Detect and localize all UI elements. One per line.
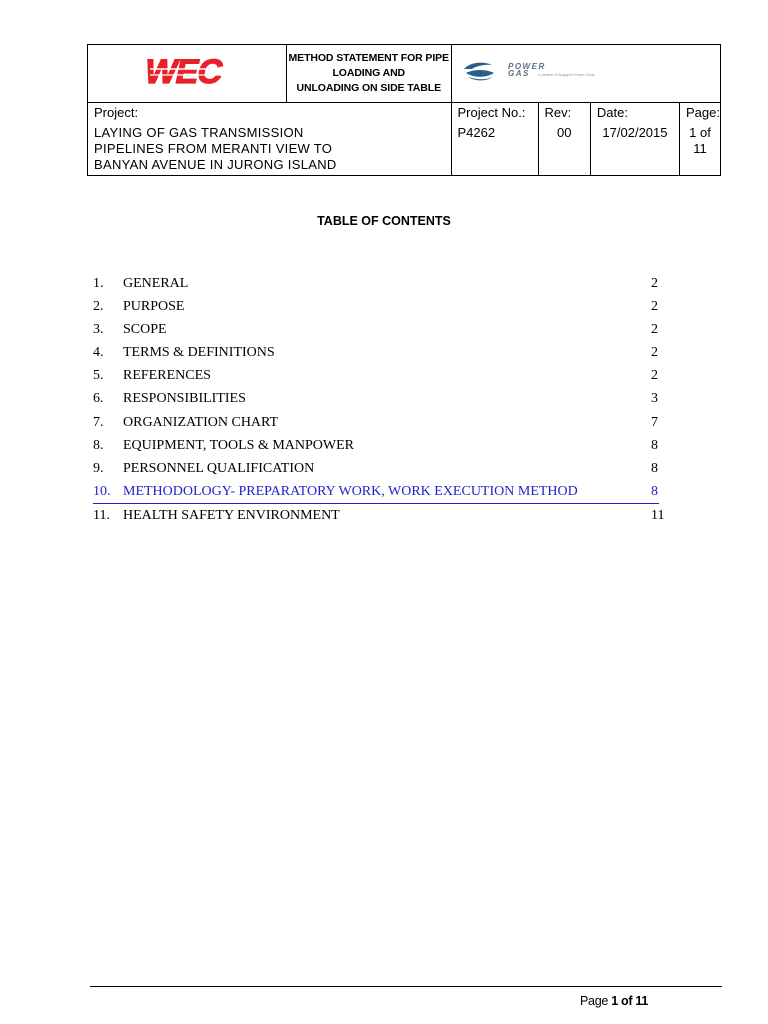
toc-item-label: SCOPE: [123, 322, 167, 338]
toc-item-page: 3: [651, 391, 658, 407]
project-line-1: LAYING OF GAS TRANSMISSION: [94, 125, 304, 140]
toc-item-number: 8.: [93, 437, 104, 453]
toc-item-personnel[interactable]: [93, 460, 673, 483]
toc-item-label: GENERAL: [123, 276, 189, 291]
toc-item-number: 3.: [93, 322, 104, 338]
toc-title: TABLE OF CONTENTS: [317, 214, 451, 228]
toc-item-page: 2: [651, 322, 658, 338]
toc-item-number: 5.: [93, 368, 104, 384]
date-cell: [590, 103, 679, 175]
toc-item-label: ORGANIZATION CHART: [123, 414, 279, 430]
toc-item-responsibilities[interactable]: [93, 390, 673, 413]
toc-item-scope[interactable]: [93, 321, 673, 344]
toc-item-general[interactable]: [93, 275, 673, 298]
footer-page-number: [580, 994, 648, 1008]
toc-item-page: 8: [651, 437, 658, 453]
company-logo-cell: [88, 45, 287, 103]
rev-value: 00: [556, 125, 572, 140]
toc-item-page: 2: [651, 368, 658, 384]
project-line-2: PIPELINES FROM MERANTI VIEW TO: [94, 141, 333, 156]
toc-item-number: 9.: [93, 460, 104, 476]
toc-item-number: 1.: [93, 276, 104, 291]
powergas-tagline: A member of Singapore Power Group: [537, 73, 595, 77]
toc-item-label: TERMS & DEFINITIONS: [123, 345, 275, 361]
doc-title-line2: UNLOADING ON SIDE TABLE: [296, 82, 441, 94]
toc-item-page: 2: [651, 299, 658, 315]
footer-page-of: 1 of 11: [611, 994, 648, 1008]
footer-page-word: Page: [580, 994, 608, 1008]
project-cell: [88, 103, 452, 176]
toc-item-page: 11: [651, 507, 665, 523]
powergas-logo-line1: POWER: [507, 62, 546, 71]
footer-divider: [90, 986, 722, 987]
project-no-value: P4262: [457, 125, 496, 140]
toc-item-number: 10.: [93, 483, 111, 499]
toc-item-number: 4.: [93, 345, 104, 361]
toc-item-organization-chart[interactable]: [93, 414, 673, 437]
toc-item-references[interactable]: [93, 367, 673, 390]
toc-item-terms[interactable]: [93, 344, 673, 367]
toc-item-page: 2: [651, 345, 658, 361]
rev-label: Rev:: [544, 105, 572, 120]
header-table: [87, 44, 721, 176]
project-label: Project:: [94, 105, 139, 120]
project-description: [94, 125, 451, 173]
powergas-logo-line2: GAS: [507, 69, 530, 78]
toc-item-page: 8: [651, 460, 658, 476]
toc-item-label: RESPONSIBILITIES: [123, 391, 246, 407]
page-label: Page:: [686, 105, 720, 120]
powergas-logo: [452, 45, 620, 97]
wec-logo: [88, 45, 286, 97]
toc-item-page: 8: [651, 483, 658, 499]
toc-item-label: EQUIPMENT, TOOLS & MANPOWER: [123, 437, 355, 453]
date-label: Date:: [596, 105, 628, 120]
toc-item-purpose[interactable]: [93, 298, 673, 321]
toc-item-label: PURPOSE: [123, 299, 185, 315]
wec-logo-text: WEC: [141, 53, 226, 91]
table-of-contents: [93, 275, 673, 530]
page-cell: [680, 103, 720, 175]
meta-cells: [538, 103, 721, 176]
partner-logo-cell: [451, 45, 721, 103]
toc-item-number: 7.: [93, 414, 104, 430]
toc-item-page: 7: [651, 414, 658, 430]
toc-item-label: REFERENCES: [123, 368, 211, 384]
toc-link-methodology[interactable]: [93, 483, 659, 504]
project-no-cell: [451, 103, 538, 176]
doc-title-line1: METHOD STATEMENT FOR PIPE LOADING AND: [288, 52, 449, 79]
project-line-3: BANYAN AVENUE IN JURONG ISLAND: [94, 157, 337, 172]
doc-title-cell: [287, 45, 452, 103]
date-value: 17/02/2015: [602, 125, 668, 140]
page-value: 1 of 11: [689, 125, 711, 156]
toc-item-number: 6.: [93, 391, 104, 407]
rev-cell: [539, 103, 591, 175]
toc-item-page: 2: [651, 276, 658, 291]
toc-item-number: 11.: [93, 507, 110, 523]
toc-item-hse[interactable]: [93, 507, 673, 530]
toc-item-number: 2.: [93, 299, 104, 315]
toc-item-label: METHODOLOGY- PREPARATORY WORK, WORK EXECUTION METHOD: [123, 483, 578, 499]
toc-item-label: HEALTH SAFETY ENVIRONMENT: [123, 507, 340, 523]
toc-item-label: PERSONNEL QUALIFICATION: [123, 460, 315, 476]
toc-item-equipment[interactable]: [93, 437, 673, 460]
project-no-label: Project No.:: [457, 105, 526, 120]
